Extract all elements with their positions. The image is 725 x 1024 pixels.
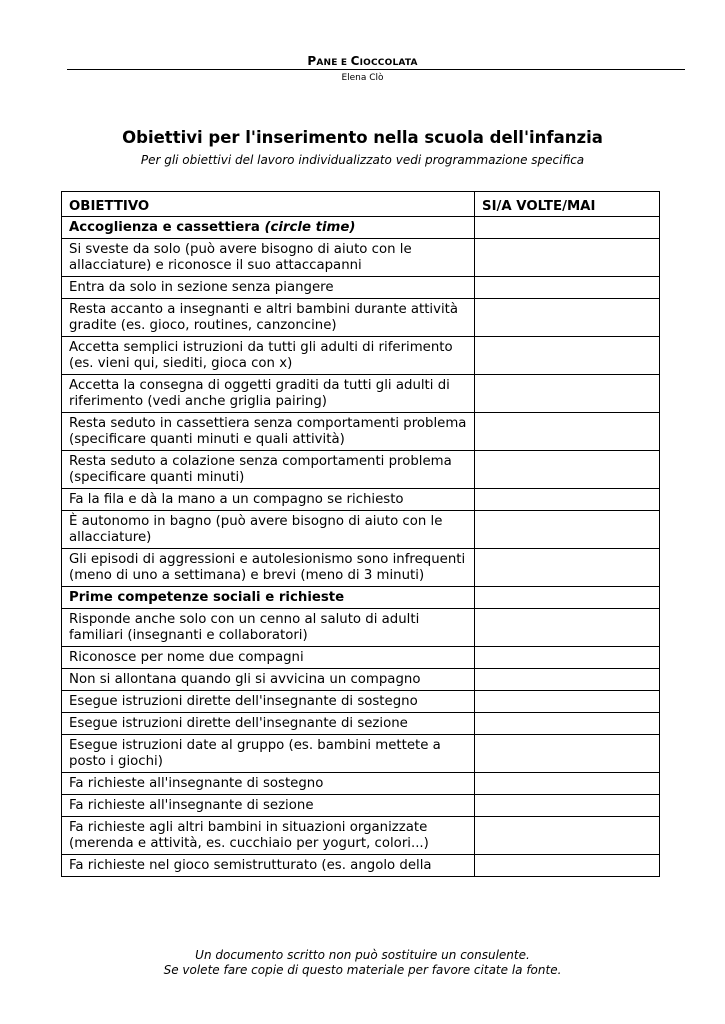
table-row [62,817,660,855]
section-title: Prime competenze sociali e richieste [62,587,475,609]
answer-cell[interactable] [475,511,660,549]
section-row [62,587,660,609]
answer-cell[interactable] [475,587,660,609]
objective-cell: Resta seduto in cassettiera senza comportamenti problema (specificare quanti minuti e quali attività) [62,413,475,451]
table-row [62,735,660,773]
objective-cell: Fa la fila e dà la mano a un compagno se richiesto [62,489,475,511]
objective-cell: Accetta la consegna di oggetti graditi da tutti gli adulti di riferimento (vedi anche griglia pairing) [62,375,475,413]
answer-cell[interactable] [475,337,660,375]
objective-cell: Entra da solo in sezione senza piangere [62,277,475,299]
page-subtitle: Per gli obiettivi del lavoro individualizzato vedi programmazione specifica [140,153,585,167]
objective-cell: Resta accanto a insegnanti e altri bambini durante attività gradite (es. gioco, routines, canzoncine) [62,299,475,337]
table-row [62,413,660,451]
answer-cell[interactable] [475,299,660,337]
answer-cell[interactable] [475,375,660,413]
answer-cell[interactable] [475,795,660,817]
answer-cell[interactable] [475,217,660,239]
footer-line-2: Se volete fare copie di questo materiale per favore citate la fonte. [163,963,562,977]
objective-cell: Esegue istruzioni dirette dell'insegnante di sezione [62,713,475,735]
answer-cell[interactable] [475,239,660,277]
answer-cell[interactable] [475,669,660,691]
table-row [62,549,660,587]
answer-cell[interactable] [475,451,660,489]
table-row [62,511,660,549]
objective-cell: Fa richieste all'insegnante di sostegno [62,773,475,795]
table-row [62,239,660,277]
objective-cell: Esegue istruzioni dirette dell'insegnante di sostegno [62,691,475,713]
table-header-row [62,192,660,217]
objective-cell: Accetta semplici istruzioni da tutti gli adulti di riferimento (es. vieni qui, siediti, gioca con x) [62,337,475,375]
table-row [62,691,660,713]
answer-cell[interactable] [475,773,660,795]
table-row [62,337,660,375]
objective-cell: Resta seduto a colazione senza comportamenti problema (specificare quanti minuti) [62,451,475,489]
objective-cell: Esegue istruzioni date al gruppo (es. bambini mettete a posto i giochi) [62,735,475,773]
section-row [62,217,660,239]
answer-cell[interactable] [475,609,660,647]
objective-cell: Fa richieste agli altri bambini in situazioni organizzate (merenda e attività, es. cucchiaio per yogurt, colori...) [62,817,475,855]
table-row [62,489,660,511]
answer-cell[interactable] [475,817,660,855]
table-row [62,299,660,337]
table-row [62,795,660,817]
answer-cell[interactable] [475,735,660,773]
objective-cell: Gli episodi di aggressioni e autolesionismo sono infrequenti (meno di uno a settimana) e brevi (meno di 3 minuti) [62,549,475,587]
answer-cell[interactable] [475,277,660,299]
objective-cell: Fa richieste all'insegnante di sezione [62,795,475,817]
table-row [62,713,660,735]
header-brand: PANE E CIOCCOLATA [307,54,418,68]
objective-cell: È autonomo in bagno (può avere bisogno di aiuto con le allacciature) [62,511,475,549]
answer-cell[interactable] [475,713,660,735]
answer-cell[interactable] [475,489,660,511]
footer-note [0,948,725,978]
answer-cell[interactable] [475,691,660,713]
table-row [62,669,660,691]
footer-line-1: Un documento scritto non può sostituire un consulente. [195,948,530,962]
section-title: Accoglienza e cassettiera (circle time) [62,217,475,239]
table-row [62,773,660,795]
answer-cell[interactable] [475,549,660,587]
page-title: Obiettivi per l'inserimento nella scuola dell'infanzia [122,128,603,147]
answer-cell[interactable] [475,413,660,451]
header-author: Elena Clò [341,73,384,83]
header-divider [67,69,685,70]
table-row [62,375,660,413]
table-row [62,277,660,299]
table-row [62,451,660,489]
answer-cell[interactable] [475,855,660,877]
objective-cell: Riconosce per nome due compagni [62,647,475,669]
objective-cell: Risponde anche solo con un cenno al saluto di adulti familiari (insegnanti e collaboratori) [62,609,475,647]
table-row [62,647,660,669]
objective-cell: Fa richieste nel gioco semistrutturato (es. angolo della [62,855,475,877]
table-row [62,609,660,647]
objective-cell: Non si allontana quando gli si avvicina un compagno [62,669,475,691]
answer-cell[interactable] [475,647,660,669]
column-header-objective: OBIETTIVO [62,192,475,217]
column-header-frequency: SI/A VOLTE/MAI [475,192,660,217]
objectives-table [61,191,660,877]
objective-cell: Si sveste da solo (può avere bisogno di aiuto con le allacciature) e riconosce il suo attaccapanni [62,239,475,277]
table-row [62,855,660,877]
